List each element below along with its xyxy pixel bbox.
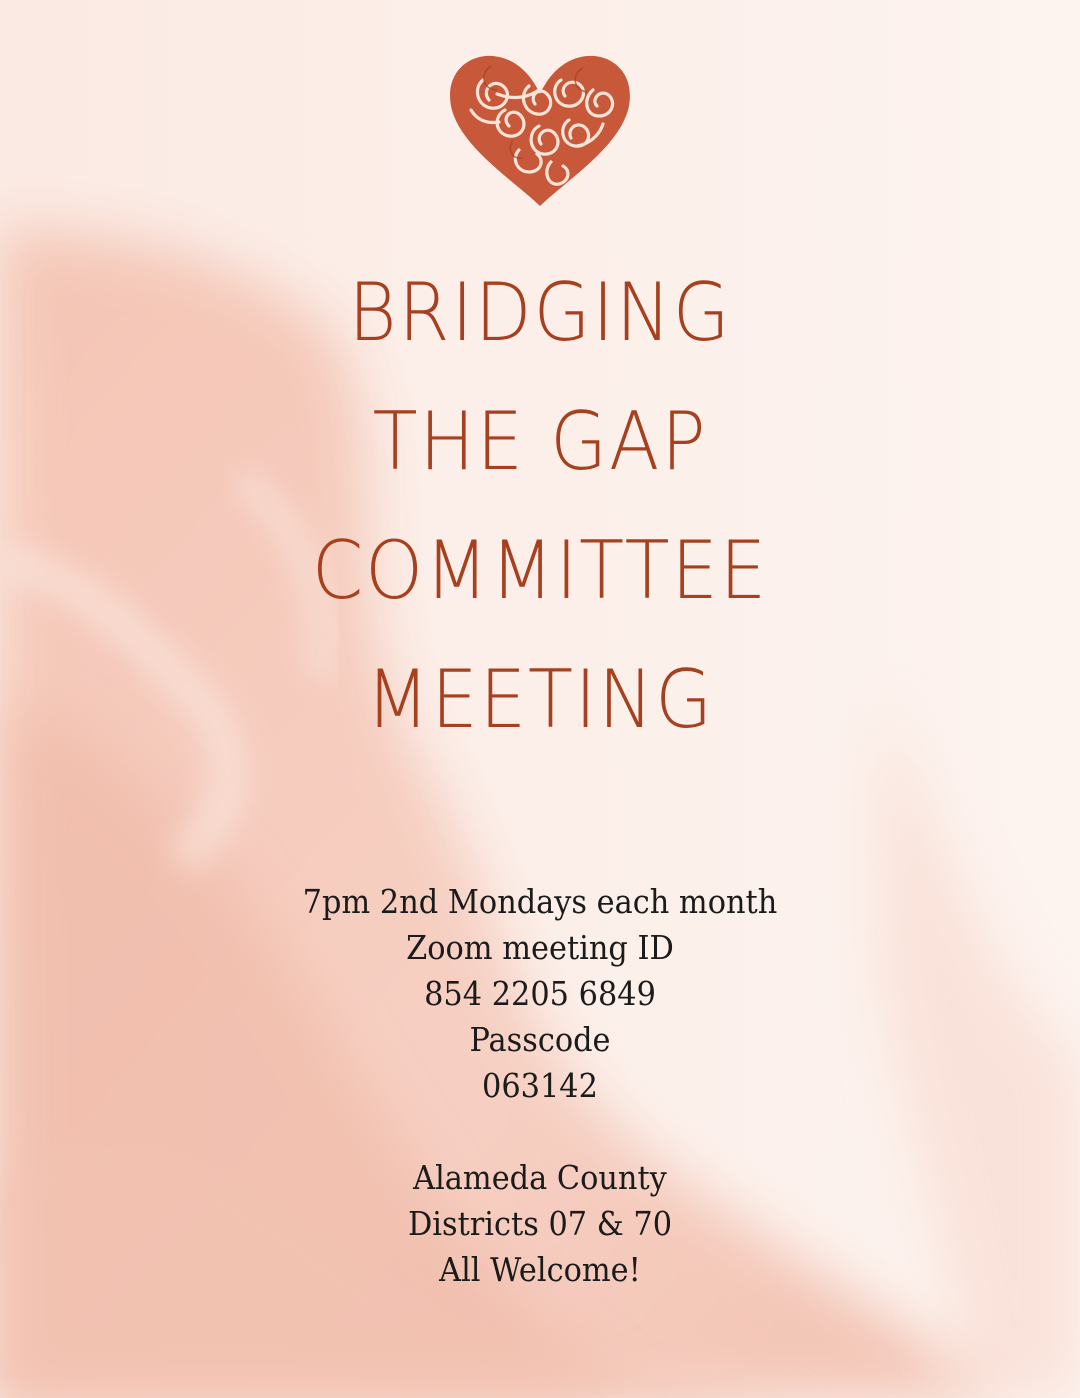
title-line-4: MEETING bbox=[365, 653, 715, 746]
welcome-text: All Welcome! bbox=[439, 1250, 641, 1289]
details-spacer bbox=[0, 1109, 1080, 1155]
meeting-title bbox=[0, 248, 1080, 764]
zoom-id-value: 854 2205 6849 bbox=[424, 974, 656, 1013]
passcode-label: Passcode bbox=[469, 1020, 611, 1059]
passcode-value: 063142 bbox=[482, 1066, 598, 1105]
districts-text: Districts 07 & 70 bbox=[407, 1204, 673, 1243]
title-line-2: THE GAP bbox=[372, 395, 708, 488]
title-line-3: COMMITTEE bbox=[311, 524, 769, 617]
zoom-id-label: Zoom meeting ID bbox=[406, 928, 674, 967]
schedule-text: 7pm 2nd Mondays each month bbox=[302, 882, 778, 921]
location-text: Alameda County bbox=[413, 1158, 667, 1197]
title-line-1: BRIDGING bbox=[348, 266, 732, 359]
meeting-details bbox=[0, 879, 1080, 1293]
heart-icon bbox=[443, 50, 637, 212]
